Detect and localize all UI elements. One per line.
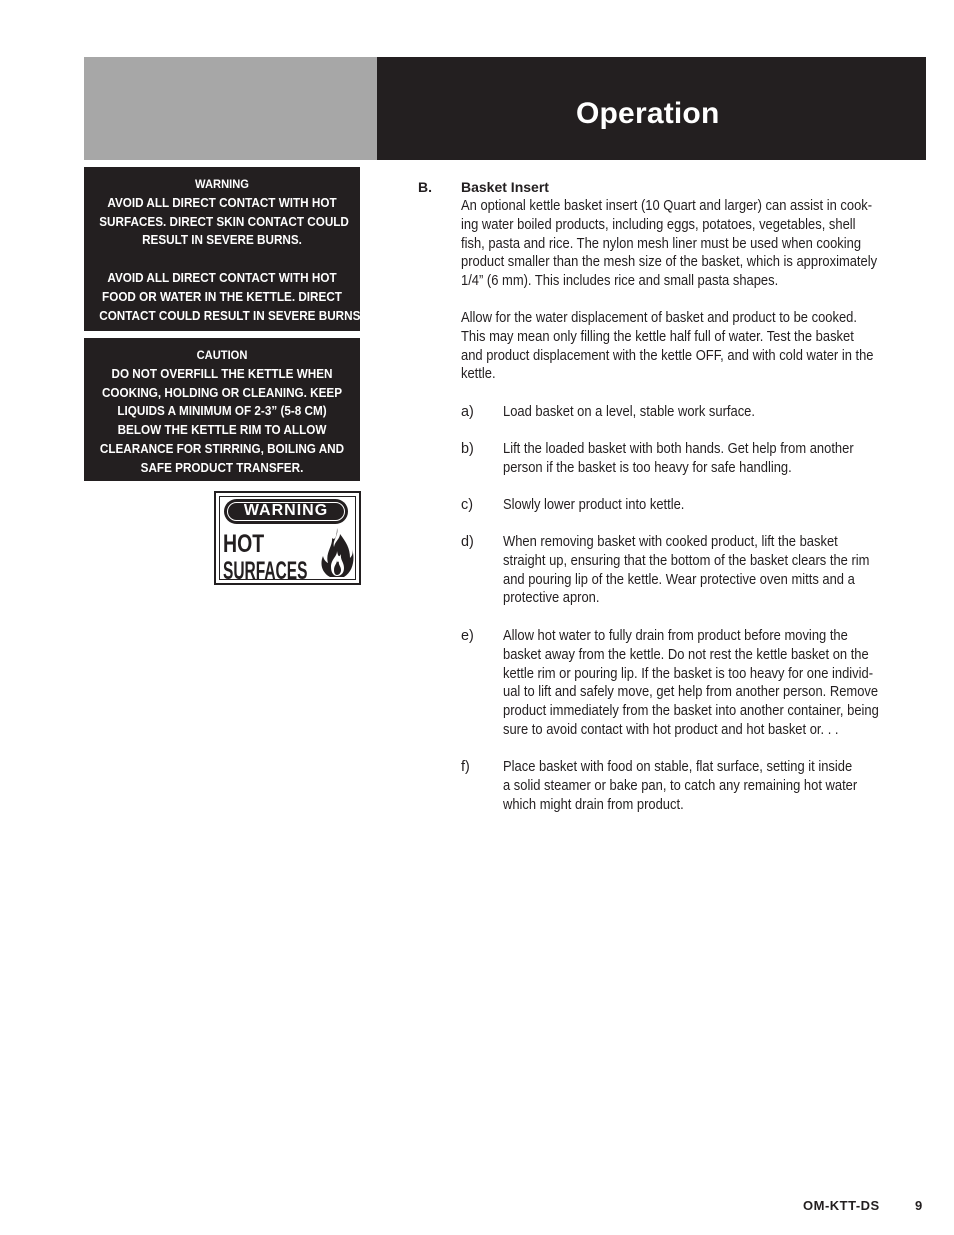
step-line: and pouring lip of the kettle. Wear protective oven mitts and a bbox=[503, 571, 855, 588]
step-line: person if the basket is too heavy for safe handling. bbox=[503, 459, 792, 476]
sign-hot-text: HOT bbox=[223, 530, 265, 558]
hot-surfaces-warning-sign bbox=[214, 491, 361, 585]
step-line: a solid steamer or bake pan, to catch any remaining hot water bbox=[503, 777, 858, 794]
step-d-text bbox=[503, 533, 933, 608]
paragraph-line: and product displacement with the kettle OFF, and with cold water in the bbox=[461, 347, 874, 364]
step-line: Slowly lower product into kettle. bbox=[503, 497, 685, 513]
warning-line: CONTACT COULD RESULT IN SEVERE BURNS. bbox=[99, 308, 364, 323]
sign-warning-banner bbox=[224, 499, 348, 524]
step-line: Load basket on a level, stable work surface. bbox=[503, 404, 755, 420]
header-title-bar bbox=[377, 57, 926, 160]
step-line: kettle rim or pouring lip. If the basket is too heavy for one individ- bbox=[503, 665, 874, 682]
sign-surfaces-text: SURFACES bbox=[223, 557, 308, 585]
caution-line: COOKING, HOLDING OR CLEANING. KEEP bbox=[101, 385, 343, 400]
step-line: Lift the loaded basket with both hands. Get help from another bbox=[503, 441, 854, 457]
caution-line: SAFE PRODUCT TRANSFER. bbox=[140, 460, 304, 475]
paragraph-line: fish, pasta and rice. The nylon mesh liner must be used when cooking bbox=[461, 235, 862, 252]
caution-line: DO NOT OVERFILL THE KETTLE WHEN bbox=[111, 366, 333, 381]
step-line: basket away from the kettle. Do not rest the kettle basket on the bbox=[503, 646, 869, 663]
step-line: When removing basket with cooked product, lift the basket bbox=[503, 534, 838, 550]
step-b-text bbox=[503, 440, 933, 478]
step-a-text bbox=[503, 403, 933, 422]
paragraph-line: ing water boiled products, including eggs, potatoes, vegetables, shell bbox=[461, 216, 856, 233]
caution-line: BELOW THE KETTLE RIM TO ALLOW bbox=[117, 423, 327, 438]
step-line: straight up, ensuring that the bottom of the basket clears the rim bbox=[503, 552, 870, 569]
step-label: d) bbox=[461, 534, 474, 550]
warning-line: FOOD OR WATER IN THE KETTLE. DIRECT bbox=[102, 289, 342, 304]
paragraph-line: An optional kettle basket insert (10 Quart and larger) can assist in cook- bbox=[461, 198, 873, 214]
step-line: product immediately from the basket into another container, being bbox=[503, 703, 879, 720]
warning-line: AVOID ALL DIRECT CONTACT WITH HOT bbox=[107, 270, 337, 285]
caution-line: LIQUIDS A MINIMUM OF 2-3” (5-8 CM) bbox=[117, 404, 327, 419]
paragraph-line: product smaller than the mesh size of the basket, which is approximately bbox=[461, 254, 878, 271]
paragraph-line: kettle. bbox=[461, 366, 496, 383]
paragraph-line: 1/4” (6 mm). This includes rice and small pasta shapes. bbox=[461, 273, 779, 290]
step-label: e) bbox=[461, 628, 474, 644]
warning-line: AVOID ALL DIRECT CONTACT WITH HOT bbox=[107, 195, 337, 210]
step-line: sure to avoid contact with hot product and hot basket or. . . bbox=[503, 721, 839, 738]
step-e-text bbox=[503, 627, 933, 740]
step-c-text bbox=[503, 496, 933, 515]
warning-spacer bbox=[99, 250, 345, 269]
step-label: c) bbox=[461, 497, 473, 513]
header-grey-panel bbox=[84, 57, 377, 160]
step-line: Allow hot water to fully drain from product before moving the bbox=[503, 628, 848, 644]
paragraph-line: Allow for the water displacement of basket and product to be cooked. bbox=[461, 310, 857, 326]
warning-line: RESULT IN SEVERE BURNS. bbox=[142, 233, 302, 248]
warning-heading: WARNING bbox=[195, 177, 249, 191]
section-heading: Basket Insert bbox=[461, 179, 549, 195]
step-f-text bbox=[503, 758, 933, 814]
flame-icon bbox=[320, 527, 354, 579]
caution-line: CLEARANCE FOR STIRRING, BOILING AND bbox=[99, 441, 345, 456]
footer-document-code: OM-KTT-DS bbox=[803, 1198, 880, 1213]
displacement-paragraph bbox=[461, 309, 931, 384]
step-line: Place basket with food on stable, flat surface, setting it inside bbox=[503, 759, 853, 775]
step-line: which might drain from product. bbox=[503, 796, 684, 813]
section-letter: B. bbox=[418, 179, 432, 195]
page-title: Operation bbox=[576, 97, 720, 130]
step-label: a) bbox=[461, 404, 474, 420]
caution-heading: CAUTION bbox=[196, 348, 248, 362]
step-label: f) bbox=[461, 759, 470, 775]
step-line: protective apron. bbox=[503, 590, 600, 607]
step-label: b) bbox=[461, 441, 474, 457]
sign-banner-text: WARNING bbox=[243, 502, 329, 519]
warning-line: SURFACES. DIRECT SKIN CONTACT COULD bbox=[99, 214, 349, 229]
step-line: ual to lift and safely move, get help from another person. Remove bbox=[503, 684, 879, 701]
paragraph-line: This may mean only filling the kettle half full of water. Test the basket bbox=[461, 328, 854, 345]
intro-paragraph bbox=[461, 197, 931, 291]
footer-page-number: 9 bbox=[915, 1198, 923, 1213]
warning-notice bbox=[84, 167, 364, 331]
caution-notice bbox=[84, 338, 360, 481]
